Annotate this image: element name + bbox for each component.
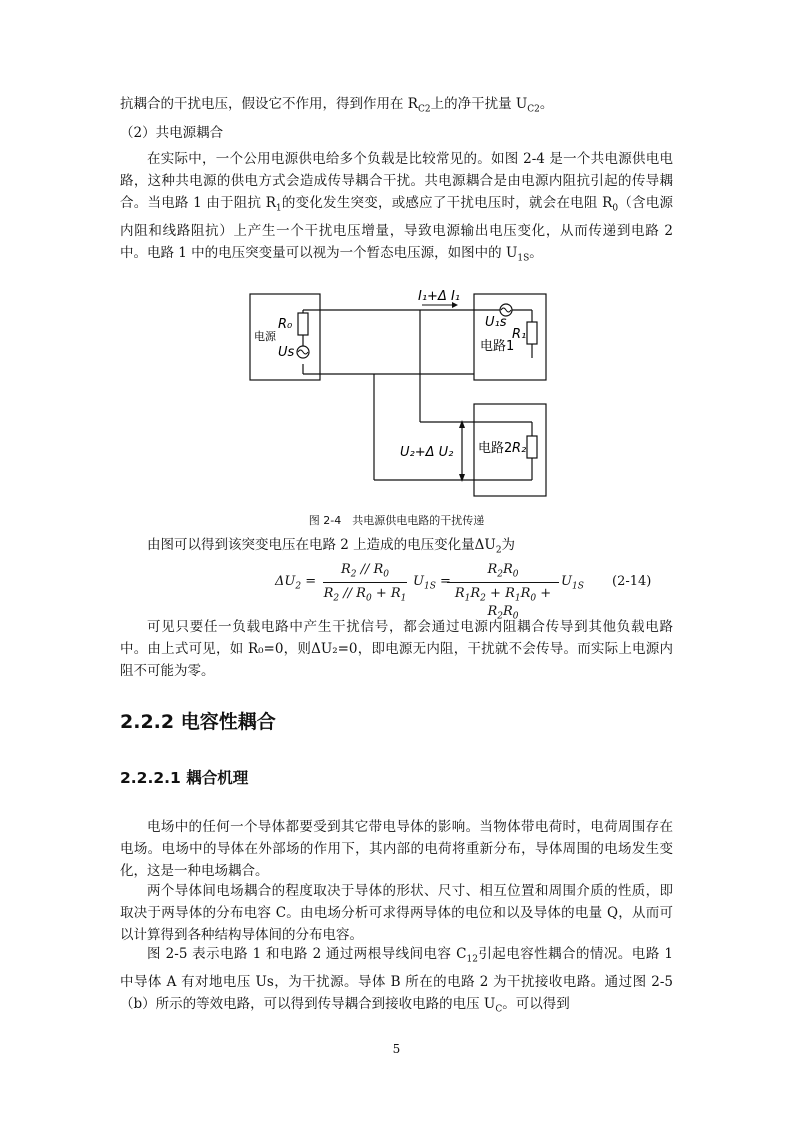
top-paragraph: 抗耦合的干扰电压，假设它不作用，得到作用在 $R_{C2}$上的净干扰量 $U_{C2}$。 bbox=[120, 96, 554, 115]
label-r0: R₀ bbox=[278, 317, 293, 332]
section-heading-2-2-2: 2.2.2 电容性耦合 bbox=[120, 711, 276, 733]
paragraph-conclusion: 可见只要任一负载电路中产生干扰信号，都会通过电源内阻耦合传导到其他负载电路中。由上式可见，如 R₀=0，则ΔU₂=0，即电源无内阻，干扰就不会传导。而实际上电源内阻不可能为零。 bbox=[120, 619, 673, 679]
r1-resistor bbox=[527, 322, 537, 344]
label-source-box: 电源 bbox=[254, 330, 276, 343]
paragraph-distributed-capacitance: 两个导体间电场耦合的程度取决于导体的形状、尺寸、相互位置和周围介质的性质，即取决于两导体的分布电容 C。由电场分析可求得两导体的电位和以及导体的电量 Q，从而可以计算得到各种结构导体间的分布电容。 bbox=[120, 883, 673, 943]
label-r1: R₁ bbox=[512, 327, 527, 342]
figure-caption: 图 2-4 共电源供电电路的干扰传递 bbox=[308, 514, 485, 527]
paragraph-figure-2-5: 图 2-5 表示电路 1 和电路 2 通过两根导线间电容 $C_{12}$引起电容性耦合的情况。电路 1 中导体 A 有对地电压 Us，为干扰源。导体 B 所在的电路 2 为干扰接收电路。通过图 2-5（b）所示的等效电路，可以得到传导耦合到接收电路的电压 $U_C$。可以得到 bbox=[120, 946, 673, 1015]
label-circuit-2: 电路2 bbox=[478, 441, 513, 456]
label-circuit-1: 电路1 bbox=[480, 339, 515, 354]
label-r2: R₂ bbox=[512, 441, 527, 456]
subhead-power-coupling: （2）共电源耦合 bbox=[120, 125, 224, 141]
paragraph-derivation: 由图可以得到该突变电压在电路 2 上造成的电压变化量$\Delta U_2$为 bbox=[147, 537, 516, 556]
page-number: 5 bbox=[392, 1042, 401, 1056]
label-current: I₁+Δ I₁ bbox=[418, 289, 461, 304]
equation-number: (2-14) bbox=[612, 574, 652, 589]
r2-resistor bbox=[527, 436, 537, 458]
section-heading-2-2-2-1: 2.2.2.1 耦合机理 bbox=[120, 769, 249, 787]
label-u2: U₂+Δ U₂ bbox=[400, 445, 454, 460]
label-u1s: U₁s bbox=[485, 315, 507, 330]
paragraph-common-power: 在实际中，一个公用电源供电给多个负载是比较常见的。如图 2-4 是一个共电源供电电路，这种共电源的供电方式会造成传导耦合干扰。共电源耦合是由电源内阻抗引起的传导耦合。当电路 1 由于阻抗 $R_1$的变化发生突变，或感应了干扰电压时，就会在电阻 $R_0$（含电源内阻和线路阻抗）上产生一个干扰电压增量，导致电源输出电压变化，从而传递到电路 2 中。电路 1 中的电压突变量可以视为一个暂态电压源，如图中的 $U_{1S}$。 bbox=[120, 151, 673, 264]
r0-resistor bbox=[298, 313, 308, 335]
paragraph-field-coupling: 电场中的任何一个导体都要受到其它带电导体的影响。当物体带电荷时，电荷周围存在电场。电场中的导体在外部场的作用下，其内部的电荷将重新分布，导体周围的电场发生变化，这是一种电场耦合。 bbox=[120, 819, 673, 879]
figure-2-4-circuit bbox=[240, 280, 560, 505]
equation-2-14: $\Delta U_2$ = $R_2 // R_0$ $R_2 // R_0 + R_1$ $U_{1S}$ = $R_2R_0$ $R_1R_2 + R_1R_0 + R_2R_0$ $U_{1S}$ bbox=[275, 562, 584, 622]
label-us: Us bbox=[278, 345, 295, 360]
